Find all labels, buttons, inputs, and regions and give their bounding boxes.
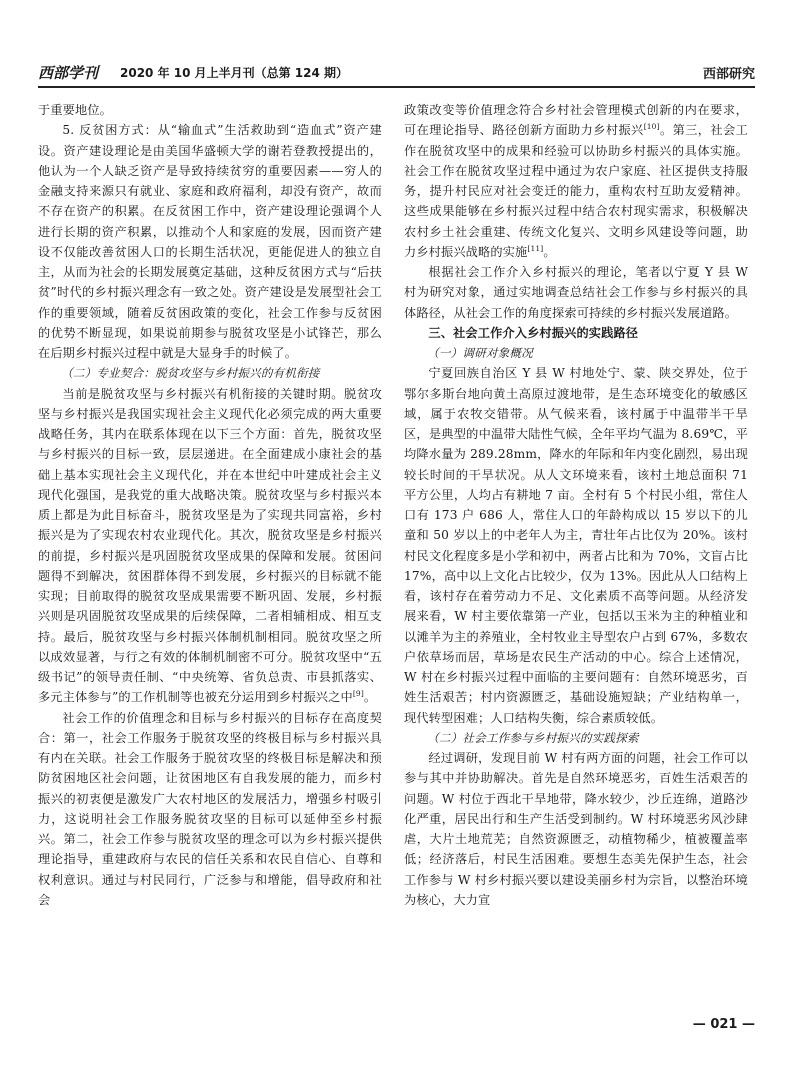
right-column <box>404 100 748 910</box>
citation-ref: [9] <box>352 689 364 699</box>
page-number: — 021 — <box>692 1017 755 1032</box>
paragraph: 经过调研，发现目前 W 村有两方面的问题，社会工作可以参与其中并协助解决。首先是自然环境恶劣，百姓生活艰苦的问题。W 村位于西北干旱地带，降水较少，沙丘连绵，道路沙化严重，居民出行和生产生活受到制约。W 村环境恶劣风沙肆虐，大片土地荒芜；自然资源匮乏，动植物稀少，植被覆盖率低；经济落后，村民生活困难。要想生态美先保护生态，社会工作参与 W 村乡村振兴要以建设美丽乡村为宗旨，以整治环境为核心，大力宣 <box>404 751 748 907</box>
paragraph: 5. 反贫困方式：从“输血式”生活救助到“造血式”资产建设。资产建设理论是由美国华盛顿大学的谢若登教授提出的，他认为一个人缺乏资产是导致持续贫穷的重要因素——穷人的金融支持来源只有就业、家庭和政府福利，却没有资产，故而不存在资产的积累。在反贫困工作中，资产建设理论强调个人进行长期的资产积累，以推动个人和家庭的发展，因而资产建设不仅能改善贫困人口的长期生活状况，更能促进人的独立自主，从而为社会的长期发展奠定基础，这种反贫困方式与“后扶贫”时代的乡村振兴理念有一致之处。资产建设是发展型社会工作的重要领域，随着反贫困政策的变化，社会工作参与反贫困的优势不断显现，如果说前期参与脱贫攻坚是小试锋芒，那么在后期乡村振兴过程中就是大显身手的时候了。 <box>38 123 382 360</box>
paragraph-text: 。第三，社会工作在脱贫攻坚中的成果和经验可以协助乡村振兴的具体实施。社会工作在脱贫攻坚过程中通过为农户家庭、社区提供支持服务，提升村民应对社会变迁的能力，重构农村互助友爱精神。这些成果能够在乡村振兴过程中结合农村现实需求，积极解决农村乡土社会重建、传统文化复兴、文明乡风建设等问题，助力乡村振兴战略的实施 <box>404 123 748 259</box>
paragraph-text: 当前是脱贫攻坚与乡村振兴有机衔接的关键时期。脱贫攻坚与乡村振兴是我国实现社会主义现代化必须完成的两大重要战略任务，其内在联系体现在以下三个方面：首先，脱贫攻坚与乡村振兴的目标一致，层层递进。在全面建成小康社会的基础上基本实现社会主义现代化，并在本世纪中叶建成社会主义现代化强国，是我党的重大战略决策。脱贫攻坚与乡村振兴本质上都是为此目标奋斗，脱贫攻坚是为了实现共同富裕，乡村振兴是为了实现农村农业现代化。其次，脱贫攻坚是乡村振兴的前提，乡村振兴是巩固脱贫攻坚成果的保障和发展。贫困问题得不到解决，贫困群体得不到发展，乡村振兴的目标就不能实现；目前取得的脱贫攻坚成果需要不断巩固、发展，乡村振兴则是巩固脱贫攻坚成果的后续保障，二者相辅相成、相互支持。最后，脱贫攻坚与乡村振兴体制机制相同。脱贫攻坚之所以成效显著，与行之有效的体制机制密不可分。脱贫攻坚中“五级书记”的领导责任制、“中央统筹、省负总责、市县抓落实、多元主体参与”的工作机制等也被充分运用到乡村振兴之中 <box>38 386 382 705</box>
paragraph-text: 。 <box>363 690 377 705</box>
citation-ref: [11] <box>527 243 544 253</box>
citation-ref: [10] <box>643 122 660 132</box>
paragraph: 社会工作的价值理念和目标与乡村振兴的目标存在高度契合：第一，社会工作服务于脱贫攻坚的终极目标与乡村振兴具有内在关联。社会工作服务于脱贫攻坚的终极目标是解决和预防贫困地区社会问题，让贫困地区有自我发展的能力，而乡村振兴的初衷便是激发广大农村地区的发展活力，增强乡村吸引力，这说明社会工作服务脱贫攻坚的目标可以延伸至乡村振兴。第二，社会工作参与脱贫攻坚的理念可以为乡村振兴提供理论指导，重建政府与农民的信任关系和农民自信心、自尊和权利意识。通过与村民同行，广泛参与和增能，倡导政府和社会 <box>38 710 382 907</box>
subsection-heading: （二）社会工作参与乡村振兴的实践探索 <box>427 730 639 745</box>
paragraph <box>38 384 382 708</box>
subsection-heading: （一）调研对象概况 <box>427 346 533 360</box>
paragraph: 于重要地位。 <box>38 103 113 117</box>
issue-info: 2020 年 10 月上半月刊（总第 124 期） <box>120 66 349 80</box>
paragraph-text: 政策改变等价值理念符合乡村社会管理模式创新的内在要求，可在理论指导、路径创新方面助力乡村振兴 <box>404 103 748 138</box>
paragraph: 根据社会工作介入乡村振兴的理论，笔者以宁夏 Y 县 W 村为研究对象，通过实地调查总结社会工作参与乡村振兴的具体路径，从社会工作的角度探索可持续的乡村振兴发展道路。 <box>404 265 748 320</box>
journal-logo: 西部学刊 <box>38 64 99 82</box>
running-header <box>38 58 755 88</box>
left-column <box>38 100 382 910</box>
paragraph <box>404 100 748 262</box>
paragraph-text: 。 <box>543 244 556 259</box>
section-heading: 三、社会工作介入乡村振兴的实践路径 <box>428 325 639 340</box>
subsection-heading: （二）专业契合：脱贫攻坚与乡村振兴的有机衔接 <box>61 366 320 381</box>
paragraph: 宁夏回族自治区 Y 县 W 村地处宁、蒙、陕交界处，位于鄂尔多斯台地向黄土高原过渡地带，是生态环境变化的敏感区域，属于农牧交错带。从气候来看，该村属于中温带半干旱区，是典型的中温带大陆性气候，全年平均气温为 8.69℃，平均降水量为 289.28mm，降水的年际和年内变化剧烈，易出现较长时间的干旱状况。从人文环境来看，该村土地总面积 71 平方公里，人均占有耕地 7 亩。全村有 5 个村民小组，常住人口有 173 户 686 人，常住人口的年龄构成以 15 岁以下的儿童和 50 岁以上的中老年人为主，青壮年占比仅为 20%。该村村民文化程度多是小学和初中，两者占比和为 70%，文盲占比 17%，高中以上文化占比较少，仅为 13%。因此从人口结构上看，该村存在着劳动力不足、文化素质不高等问题。从经济发展来看，W 村主要依靠第一产业，包括以玉米为主的种植业和以滩羊为主的养殖业，全村牧业主导型农户占到 67%，多数农户依草场而居，草场是农民生产活动的中心。综合上述情况，W 村在乡村振兴过程中面临的主要问题有：自然环境恶劣，百姓生活艰苦；村内资源匮乏，基础设施短缺；产业结构单一，现代转型困难；人口结构失衡，综合素质较低。 <box>404 366 748 725</box>
section-name: 西部研究 <box>702 67 755 82</box>
